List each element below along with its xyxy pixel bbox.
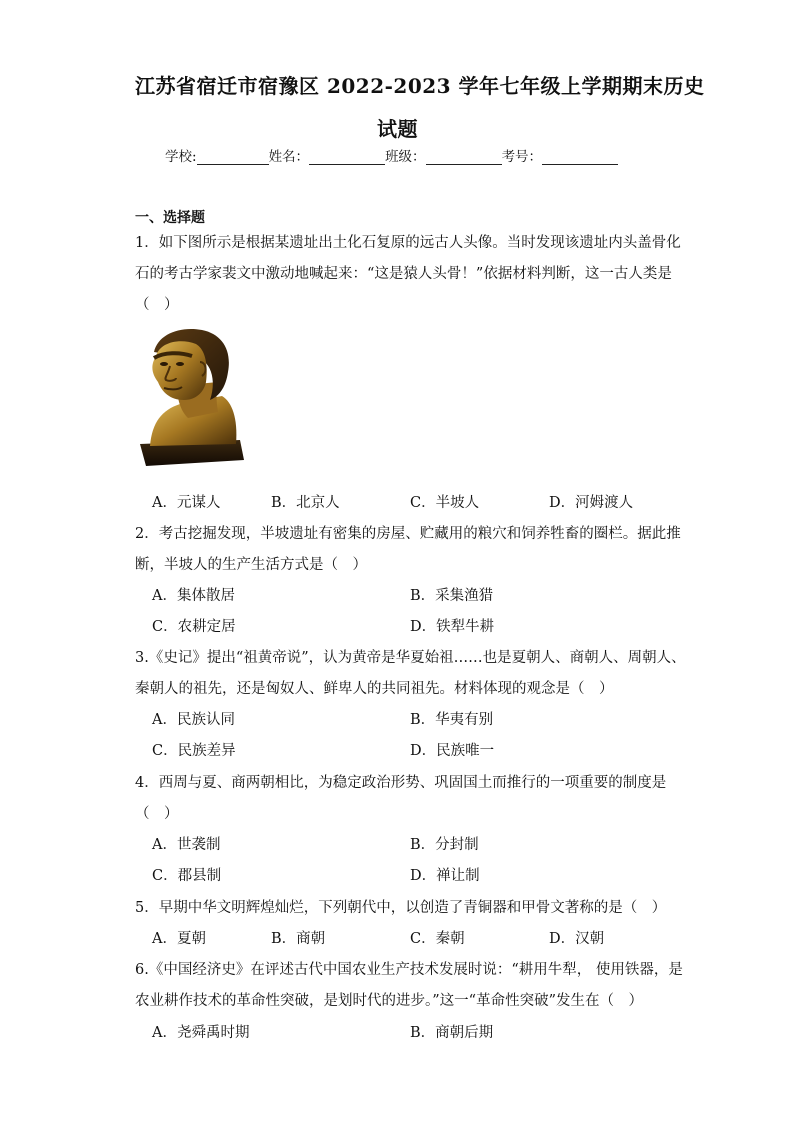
q6-option-b[interactable]: B．商朝后期 — [410, 1025, 494, 1041]
q2-option-a[interactable]: A．集体散居 — [152, 588, 235, 604]
question-4-line-1: 4．西周与夏、商两朝相比，为稳定政治形势、巩固国土而推行的一项重要的制度是 — [135, 775, 667, 791]
q3-option-a[interactable]: A．民族认同 — [152, 712, 235, 728]
question-6-line-2: 农业耕作技术的革命性突破，是划时代的进步。”这一“革命性突破”发生在（ ） — [135, 993, 643, 1009]
question-2-line-1: 2．考古挖掘发现，半坡遗址有密集的房屋、贮藏用的粮穴和饲养牲畜的圈栏。据此推 — [135, 526, 681, 542]
q4-option-a[interactable]: A．世袭制 — [152, 837, 221, 853]
school-label: 学校: — [165, 149, 197, 165]
q2-option-d[interactable]: D．铁犁牛耕 — [410, 619, 495, 635]
q5-option-a[interactable]: A．夏朝 — [152, 931, 206, 947]
question-4-line-2: （ ） — [135, 806, 179, 822]
q2-option-b[interactable]: B．采集渔猎 — [410, 588, 494, 604]
q1-option-c[interactable]: C．半坡人 — [410, 495, 480, 511]
q4-option-b[interactable]: B．分封制 — [410, 837, 479, 853]
q4-option-d[interactable]: D．禅让制 — [410, 868, 480, 884]
question-3-line-2: 秦朝人的祖先，还是匈奴人、鲜卑人的共同祖先。材料体现的观念是（ ） — [135, 681, 614, 697]
exam-number-blank[interactable] — [542, 150, 618, 165]
q3-option-c[interactable]: C．民族差异 — [152, 743, 236, 759]
q5-option-b[interactable]: B．商朝 — [271, 931, 326, 947]
question-1-line-3: （ ） — [135, 297, 179, 313]
q1-option-b[interactable]: B．北京人 — [271, 495, 340, 511]
q3-option-b[interactable]: B．华夷有别 — [410, 712, 494, 728]
question-1-line-1: 1．如下图所示是根据某遗址出土化石复原的远古人头像。当时发现该遗址内头盖骨化 — [135, 235, 681, 251]
q1-option-a[interactable]: A．元谋人 — [152, 495, 221, 511]
question-1-line-2: 石的考古学家裴文中激动地喊起来：“这是猿人头骨！”依据材料判断，这一古人类是 — [135, 266, 672, 282]
name-label: 姓名： — [268, 149, 310, 165]
student-info-row — [165, 145, 618, 165]
bronze-bust-image — [136, 326, 246, 470]
name-blank[interactable] — [309, 150, 385, 165]
question-5-line-1: 5．早期中华文明辉煌灿烂，下列朝代中，以创造了青铜器和甲骨文著称的是（ ） — [135, 900, 667, 916]
q2-option-c[interactable]: C．农耕定居 — [152, 619, 236, 635]
q5-option-c[interactable]: C．秦朝 — [410, 931, 465, 947]
q5-option-d[interactable]: D．汉朝 — [549, 931, 605, 947]
exam-number-label: 考号： — [501, 149, 543, 165]
q4-option-c[interactable]: C．郡县制 — [152, 868, 222, 884]
page-title-line2: 试题 — [377, 117, 418, 141]
school-blank[interactable] — [197, 150, 269, 165]
section-heading: 一、选择题 — [135, 210, 205, 226]
question-6-line-1: 6.《中国经济史》在评述古代中国农业生产技术发展时说：“耕用牛犁， 使用铁器，是 — [135, 962, 683, 978]
q1-option-d[interactable]: D．河姆渡人 — [549, 495, 634, 511]
question-3-line-1: 3.《史记》提出“祖黄帝说”，认为黄帝是华夏始祖……也是夏朝人、商朝人、周朝人、 — [135, 650, 686, 666]
page-title-line1: 江苏省宿迁市宿豫区 2022-2023 学年七年级上学期期末历史 — [135, 74, 705, 98]
question-2-line-2: 断，半坡人的生产生活方式是（ ） — [135, 557, 367, 573]
q3-option-d[interactable]: D．民族唯一 — [410, 743, 495, 759]
q6-option-a[interactable]: A．尧舜禹时期 — [152, 1025, 250, 1041]
class-label: 班级： — [385, 149, 426, 165]
class-blank[interactable] — [426, 150, 502, 165]
